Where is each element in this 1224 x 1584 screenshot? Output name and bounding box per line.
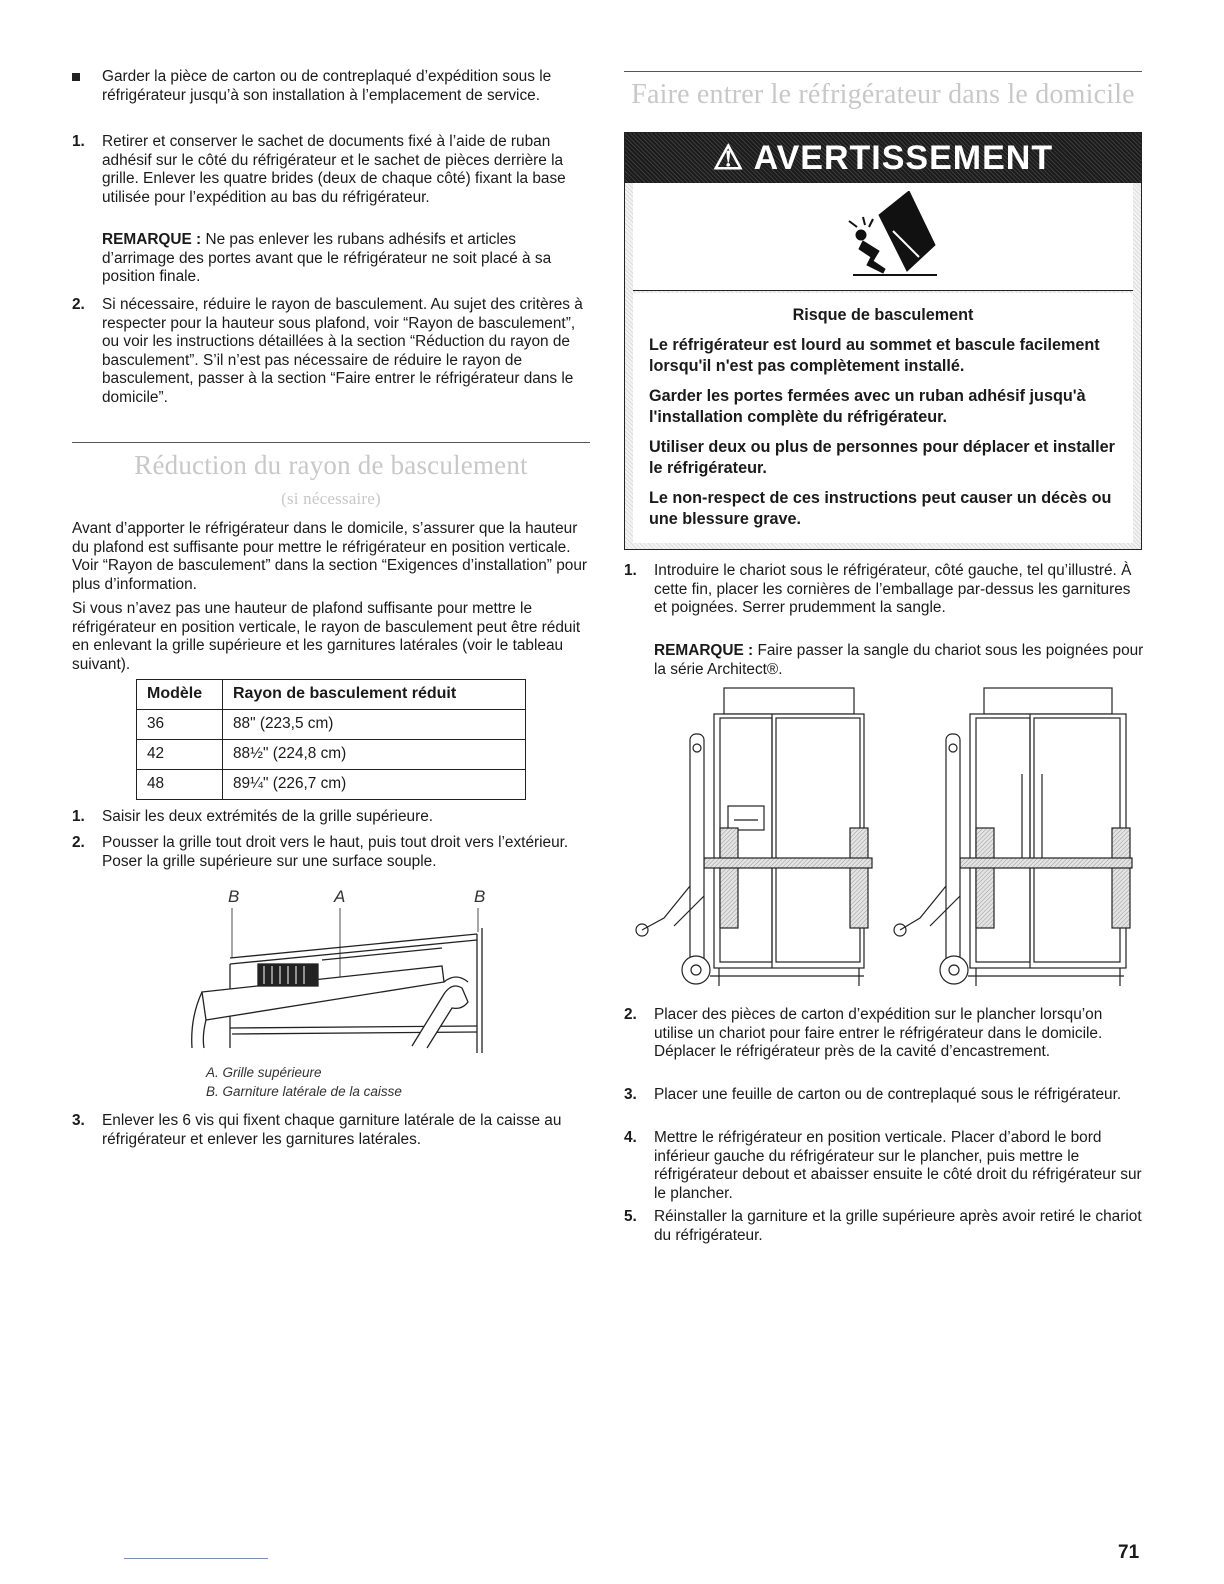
- step-text: Introduire le chariot sous le réfrigérateur, côté gauche, tel qu’illustré. À cette fin, placer les cornières de l’emballage par-dessus les garnitures et poignées. Serrer prudemment la sangle.: [654, 562, 1132, 616]
- step-number: 2.: [72, 834, 85, 851]
- grille-step-3: [72, 1112, 590, 1149]
- step-text: Si nécessaire, réduire le rayon de basculement. Au sujet des critères à respecter pour la hauteur sous plafond, voir “Rayon de basculement”, ou voir les instructions détaillées à la section “Réduction du rayon de basculement”. S’il n’est pas nécessaire de réduire le rayon de basculement, passer à la section “Faire entrer le réfrigérateur dans le domicile”.: [102, 296, 583, 406]
- step-2: [72, 296, 590, 407]
- step-text: Réinstaller la garniture et la grille supérieure après avoir retiré le chariot du réfrigérateur.: [654, 1208, 1142, 1244]
- step-number: 5.: [624, 1208, 637, 1225]
- remark-label: REMARQUE :: [654, 642, 754, 659]
- warning-title: Risque de basculement: [792, 306, 974, 324]
- warning-text: [633, 293, 1133, 543]
- step-number: 1.: [72, 133, 85, 150]
- table-cell-radius: 89¼" (226,7 cm): [223, 770, 526, 800]
- section-heading: [72, 450, 590, 480]
- remark-label: REMARQUE :: [102, 231, 202, 248]
- square-bullet-icon: [72, 73, 80, 81]
- heading-text: Réduction du rayon de basculement: [134, 450, 528, 480]
- dolly-step-4: [624, 1129, 1144, 1203]
- table-row: [137, 710, 526, 740]
- step-number: 3.: [624, 1086, 637, 1103]
- figure-caption-b: B. Garniture latérale de la caisse: [206, 1084, 402, 1099]
- section-divider: [72, 442, 590, 443]
- step-1: [72, 133, 590, 207]
- dolly-step-1: [624, 562, 1144, 618]
- figure-label-a: A: [334, 887, 346, 906]
- figure-label-b-right: B: [474, 887, 486, 906]
- step-text: Saisir les deux extrémités de la grille supérieure.: [102, 808, 434, 825]
- warning-paragraph: Le réfrigérateur est lourd au sommet et bascule facilement lorsqu'il n'est pas complètement installé.: [649, 336, 1100, 375]
- table-cell-model: 36: [137, 710, 223, 740]
- bullet-text: Garder la pièce de carton ou de contreplaqué d’expédition sous le réfrigérateur jusqu’à son installation à l’emplacement de service.: [102, 68, 552, 104]
- footer-line: [124, 1558, 268, 1559]
- dolly-step-2: [624, 1006, 1144, 1062]
- tipping-hazard-icon: [843, 191, 939, 283]
- step-number: 3.: [72, 1112, 85, 1129]
- step-text: Enlever les 6 vis qui fixent chaque garniture latérale de la caisse au réfrigérateur et enlever les garnitures latérales.: [102, 1112, 562, 1148]
- section-subheading: (si nécessaire): [281, 489, 381, 508]
- step-number: 4.: [624, 1129, 637, 1146]
- warning-paragraph: Garder les portes fermées avec un ruban adhésif jusqu'à l'installation complète du réfrigérateur.: [649, 387, 1086, 426]
- step-text: Retirer et conserver le sachet de documents fixé à l’aide de ruban adhésif sur le côté du réfrigérateur et le sachet de pièces derrière la grille. Enlever les quatre brides (deux de chaque côté) fixant la base utilisée pour l’expédition au bas du réfrigérateur.: [102, 133, 566, 206]
- table-row: [137, 770, 526, 800]
- grille-removal-illustration: [172, 908, 502, 1058]
- figure-label-b-left: B: [228, 887, 240, 906]
- tilt-radius-table: [136, 679, 526, 800]
- dolly-step-5: [624, 1208, 1144, 1245]
- step-text: Pousser la grille tout droit vers le haut, puis tout droit vers l’extérieur. Poser la grille supérieure sur une surface souple.: [102, 834, 569, 870]
- step-number: 2.: [624, 1006, 637, 1023]
- warning-box: [624, 132, 1142, 550]
- step-number: 1.: [72, 808, 85, 825]
- intro-paragraph: Avant d’apporter le réfrigérateur dans le domicile, s’assurer que la hauteur du plafond est suffisante pour mettre le réfrigérateur en position verticale. Voir “Rayon de basculement” dans la section “Exigences d’installation” pour plus d’information.: [72, 520, 588, 593]
- dolly-illustration: [624, 686, 1144, 992]
- table-cell-radius: 88" (223,5 cm): [223, 710, 526, 740]
- table-row: [137, 740, 526, 770]
- remark-2: [624, 642, 1144, 679]
- warning-icon-area: [633, 183, 1133, 291]
- grille-step-1: [72, 808, 590, 827]
- step-number: 2.: [72, 296, 85, 313]
- table-cell-radius: 88½" (224,8 cm): [223, 740, 526, 770]
- right-section-divider: [624, 71, 1142, 72]
- right-section-heading: Faire entrer le réfrigérateur dans le domicile: [631, 79, 1135, 110]
- figure-caption-a: A. Grille supérieure: [206, 1065, 322, 1080]
- ceiling-paragraph: Si vous n’avez pas une hauteur de plafond suffisante pour mettre le réfrigérateur en position verticale, le rayon de basculement peut être réduit en enlevant la grille supérieure et les garnitures latérales (voir le tableau suivant).: [72, 600, 581, 673]
- table-header-row: [137, 680, 526, 710]
- table-header-radius: Rayon de basculement réduit: [223, 680, 526, 710]
- table-cell-model: 48: [137, 770, 223, 800]
- bullet-item: [72, 68, 590, 105]
- table-cell-model: 42: [137, 740, 223, 770]
- dolly-step-3: [624, 1086, 1144, 1105]
- table-header-model: Modèle: [137, 680, 223, 710]
- warning-paragraph: Le non-respect de ces instructions peut causer un décès ou une blessure grave.: [649, 489, 1112, 528]
- step-text: Mettre le réfrigérateur en position verticale. Placer d’abord le bord inférieur gauche du réfrigérateur sur le plancher, puis mettre le réfrigérateur debout et abaisser ensuite le côté droit du réfrigérateur sur le plancher.: [654, 1129, 1142, 1202]
- remark-text: Faire passer la sangle du chariot sous les poignées pour la série Architect®.: [654, 642, 1144, 678]
- step-text: Placer des pièces de carton d’expédition sur le plancher lorsqu’on utilise un chariot pour faire entrer le réfrigérateur dans le domicile. Déplacer le réfrigérateur près de la cavité d’encastrement.: [654, 1006, 1103, 1060]
- remark-1: [72, 231, 590, 287]
- remark-text: Ne pas enlever les rubans adhésifs et articles d’arrimage des portes avant que le réfrigérateur ne soit placé à sa position finale.: [102, 231, 552, 285]
- step-text: Placer une feuille de carton ou de contreplaqué sous le réfrigérateur.: [654, 1086, 1122, 1103]
- grille-step-2: [72, 834, 590, 871]
- step-number: 1.: [624, 562, 637, 579]
- warning-paragraph: Utiliser deux ou plus de personnes pour déplacer et installer le réfrigérateur.: [649, 438, 1115, 477]
- page-number: 71: [1118, 1542, 1140, 1563]
- warning-header: ⚠ AVERTISSEMENT: [625, 133, 1141, 183]
